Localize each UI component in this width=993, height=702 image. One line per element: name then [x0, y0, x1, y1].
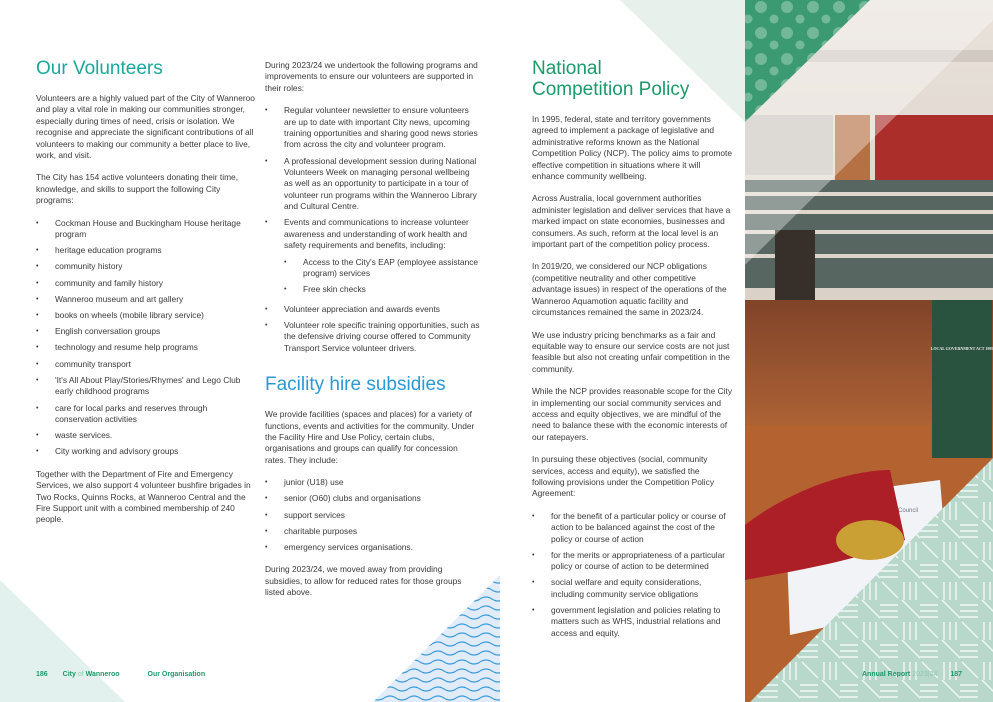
- list-item: • waste services.: [36, 430, 256, 441]
- improvements-column: [265, 60, 480, 610]
- ncp-paragraph: In 2019/20, we considered our NCP obligations (competitive neutrality and other competitive advantage issues) in respect of the operations of the Wanneroo Aquamotion aquatic facility and circumstances remained the same in 2023/24.: [532, 261, 727, 318]
- facility-intro: We provide facilities (spaces and places) for a variety of functions, events and activities for the community. Under the Facility Hire and Use Policy, certain clubs, organisations and groups can qualify for concession rates. They include:: [265, 409, 475, 465]
- list-item: • senior (O60) clubs and organisations: [265, 493, 480, 504]
- report-year: 2023|24: [912, 671, 938, 678]
- list-item: • heritage education programs: [36, 245, 256, 256]
- list-item: • community transport: [36, 359, 256, 370]
- list-item: • junior (U18) use: [265, 477, 480, 488]
- volunteers-intro: Volunteers are a highly valued part of the City of Wanneroo and play a vital role in making our communities stronger, especially during times of need, crisis or isolation. We recognise and appreciate the significant contributions of all volunteers to making our community a better place to live, work, and visit.: [36, 93, 255, 161]
- improvements-intro: During 2023/24 we undertook the following programs and improvements to ensure our volunteers are supported in their roles:: [265, 60, 478, 93]
- list-item: • books on wheels (mobile library service): [36, 310, 256, 321]
- list-item: • for the merits or appropriateness of a particular policy or course of action to be determined: [532, 550, 732, 573]
- svg-text:LOCAL GOVERNMENT ACT 1995: LOCAL GOVERNMENT ACT 1995: [930, 346, 993, 351]
- sub-list: [284, 257, 480, 296]
- list-item: • Free skin checks: [284, 284, 480, 295]
- list-item: • social welfare and equity considerations, including community service obligations: [532, 577, 732, 600]
- ncp-paragraph: In pursuing these objectives (social, community services, access and equity), we satisfied the following provisions under the Competition Policy Agreement:: [532, 454, 715, 499]
- facility-title: Facility hire subsidies: [265, 374, 446, 396]
- list-item: • government legislation and policies relating to matters such as WHS, industrial relations and access and equity.: [532, 605, 732, 639]
- council-chamber-photo: [745, 0, 993, 702]
- list-item: • Events and communications to increase volunteer awareness and understanding of work health and safety requirements and benefits, including: • Access to the City's EAP (employee assistance program) services • Free skin checks: [265, 217, 480, 295]
- ncp-paragraph: We use industry pricing benchmarks as a fair and equitable way to ensure our service costs are not just feasible but also not creating unfair competition in the community.: [532, 329, 730, 374]
- list-item: • City working and advisory groups: [36, 446, 256, 457]
- improvements-list: [265, 105, 480, 354]
- volunteers-closing: Together with the Department of Fire and Emergency Services, we also support 4 volunteer bushfire brigades in Two Rocks, Quinns Rocks, at Wanneroo Central and the Fire Support unit with a combined membership of 240 people.: [36, 468, 251, 525]
- footer-right: [862, 671, 962, 678]
- ncp-title: National Competition Policy: [532, 58, 690, 100]
- list-item: • technology and resume help programs: [36, 342, 256, 353]
- programs-list: [36, 218, 256, 458]
- list-item: • community history: [36, 261, 256, 272]
- footer-left: [36, 671, 205, 678]
- facility-closing: During 2023/24, we moved away from providing subsidies, to allow for reduced rates for those groups listed above.: [265, 564, 462, 598]
- corner-triangle-left: [0, 580, 125, 702]
- svg-text:Council: Council: [898, 508, 919, 514]
- page-number-right: 187: [950, 671, 963, 678]
- ncp-column: [532, 58, 732, 650]
- org-name: City of Wanneroo: [62, 671, 120, 678]
- list-item: • charitable purposes: [265, 526, 480, 537]
- programs-intro: The City has 154 active volunteers donating their time, knowledge, and skills to support the following City programs:: [36, 172, 239, 206]
- list-item: • support services: [265, 510, 480, 521]
- list-item: • Cockman House and Buckingham House heritage program: [36, 218, 256, 241]
- list-item: • Regular volunteer newsletter to ensure volunteers are up to date with important City news, upcoming training opportunities and sharing good news stories from across the city and volunteer program.: [265, 105, 480, 151]
- ncp-paragraph: While the NCP provides reasonable scope for the City in implementing our social community services and access and equity objectives, we are mindful of the need to balance these with the economic interests of our ratepayers.: [532, 386, 733, 442]
- facility-list: [265, 477, 480, 553]
- list-item: • Volunteer appreciation and awards events: [265, 304, 480, 315]
- ncp-list: [532, 511, 732, 639]
- list-item: • for the benefit of a particular policy or course of action to be balanced against the cost of the policy or course of action: [532, 511, 732, 545]
- list-item: • emergency services organisations.: [265, 542, 480, 553]
- list-item: • Wanneroo museum and art gallery: [36, 294, 256, 305]
- ncp-paragraph: Across Australia, local government authorities administer legislation and deliver services that have a marked impact on state economies, businesses and consumers. As such, reform at the local level is an important part of the competition policy process.: [532, 193, 731, 250]
- list-item: • English conversation groups: [36, 326, 256, 337]
- ncp-paragraph: In 1995, federal, state and territory governments agreed to implement a package of legislative and administrative reforms known as the National Competition Policy (NCP). The policy aims to promote effective competition in situations where it will enhance community wellbeing.: [532, 114, 732, 182]
- page-number-left: 186: [36, 671, 48, 678]
- section-name: Our Organisation: [147, 671, 206, 678]
- volunteers-column: [36, 58, 256, 537]
- list-item: • A professional development session during National Volunteers Week on managing personal wellbeing as well as an opportunity to participate in a tour of volunteer run programs within the Wanneroo Library and Cultural Centre.: [265, 156, 480, 213]
- list-item: • Volunteer role specific training opportunities, such as the defensive driving course offered to Community Transport Service volunteer drivers.: [265, 320, 480, 354]
- volunteers-title: Our Volunteers: [36, 58, 163, 79]
- list-item: • community and family history: [36, 278, 256, 289]
- list-item: • care for local parks and reserves through conservation activities: [36, 403, 256, 426]
- report-title: Annual Report: [862, 671, 911, 678]
- list-item: • 'It's All About Play/Stories/Rhymes' and Lego Club early childhood programs: [36, 375, 256, 398]
- list-item: • Access to the City's EAP (employee assistance program) services: [284, 257, 480, 280]
